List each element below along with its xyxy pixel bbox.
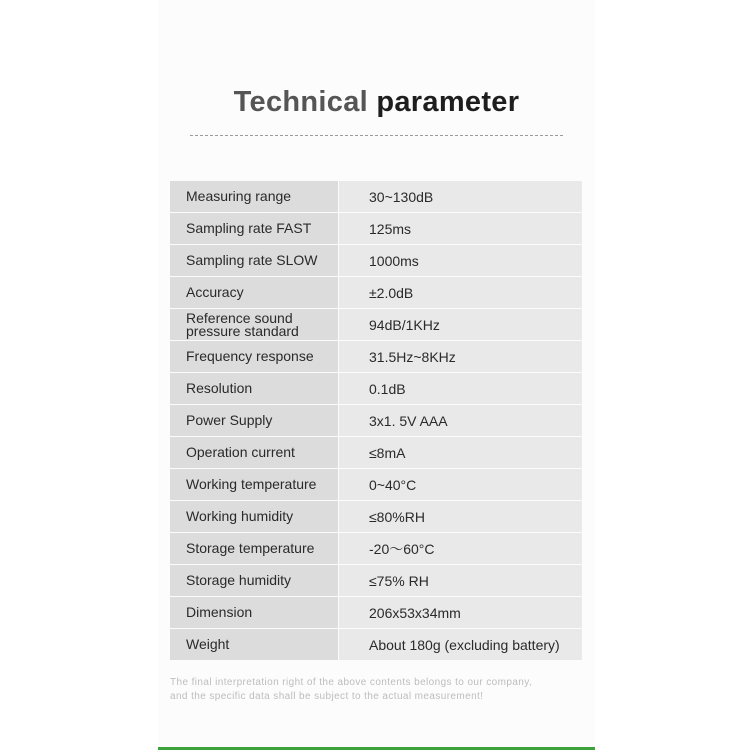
table-row	[170, 373, 582, 404]
table-row	[170, 213, 582, 244]
spec-value: ≤8mA	[339, 437, 582, 468]
table-row	[170, 437, 582, 468]
title-divider	[190, 135, 563, 136]
table-row	[170, 629, 582, 660]
table-row	[170, 245, 582, 276]
spec-value: 1000ms	[339, 245, 582, 276]
table-row	[170, 565, 582, 596]
spec-label: Working temperature	[170, 469, 338, 500]
spec-value: 206x53x34mm	[339, 597, 582, 628]
spec-value: 125ms	[339, 213, 582, 244]
disclaimer-line-1: The final interpretation right of the above contents belongs to our company,	[170, 677, 533, 688]
spec-value: 30~130dB	[339, 181, 582, 212]
spec-label: Storage humidity	[170, 565, 338, 596]
table-row	[170, 501, 582, 532]
spec-label: Weight	[170, 629, 338, 660]
spec-table	[170, 181, 582, 661]
spec-label: Frequency response	[170, 341, 338, 372]
spec-value: ±2.0dB	[339, 277, 582, 308]
spec-value: 0.1dB	[339, 373, 582, 404]
title-part-1: Technical	[233, 86, 368, 118]
table-row	[170, 469, 582, 500]
spec-label: Sampling rate SLOW	[170, 245, 338, 276]
table-row	[170, 341, 582, 372]
spec-label: Resolution	[170, 373, 338, 404]
spec-value: 0~40°C	[339, 469, 582, 500]
disclaimer-note	[170, 676, 590, 704]
spec-value: 94dB/1KHz	[339, 309, 582, 340]
spec-value: ≤75% RH	[339, 565, 582, 596]
spec-label: Storage temperature	[170, 533, 338, 564]
table-row	[170, 533, 582, 564]
spec-label: Sampling rate FAST	[170, 213, 338, 244]
spec-label: Working humidity	[170, 501, 338, 532]
disclaimer-line-2: and the specific data shall be subject to the actual measurement!	[170, 691, 484, 702]
table-row	[170, 597, 582, 628]
spec-value: 31.5Hz~8KHz	[339, 341, 582, 372]
spec-value: About 180g (excluding battery)	[339, 629, 582, 660]
spec-label: Accuracy	[170, 277, 338, 308]
spec-label: Power Supply	[170, 405, 338, 436]
table-row	[170, 405, 582, 436]
page-title	[158, 82, 595, 122]
spec-value: ≤80%RH	[339, 501, 582, 532]
title-part-2: parameter	[376, 86, 520, 118]
spec-value: 3x1. 5V AAA	[339, 405, 582, 436]
spec-label: Operation current	[170, 437, 338, 468]
spec-label: Measuring range	[170, 181, 338, 212]
spec-value: -20〜60°C	[339, 533, 582, 564]
table-row	[170, 277, 582, 308]
spec-label: Reference sound pressure standard	[170, 309, 338, 340]
spec-label: Dimension	[170, 597, 338, 628]
table-row	[170, 181, 582, 212]
table-row	[170, 309, 582, 340]
